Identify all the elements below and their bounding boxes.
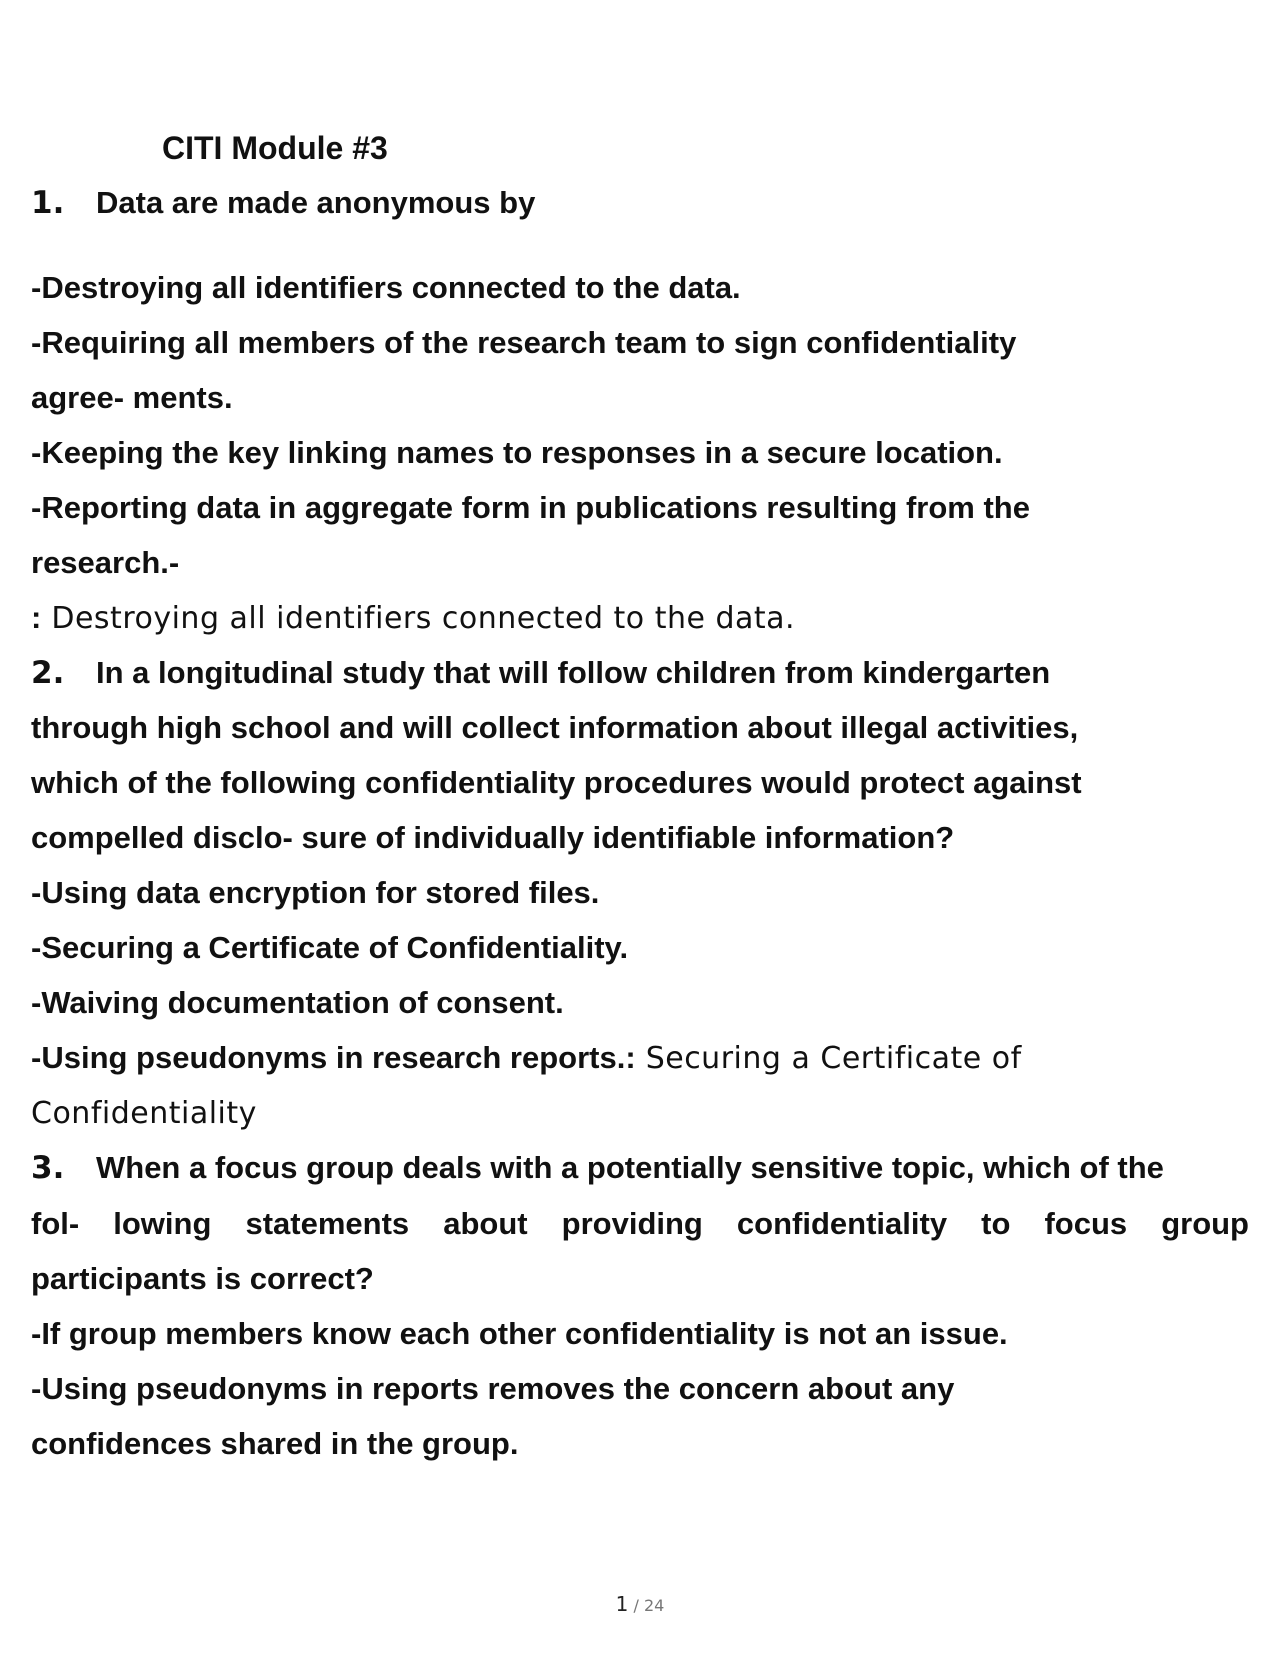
option-line: -Securing a Certificate of Confidentiality.	[31, 930, 629, 965]
question-text-line: through high school and will collect information about illegal activities,	[31, 710, 1079, 745]
option-line: -Waiving documentation of consent.	[31, 985, 564, 1020]
answer-text: Confidentiality	[31, 1096, 257, 1131]
document-title: CITI Module #3	[162, 130, 388, 166]
question-number: 1.	[31, 185, 65, 221]
answer-prefix: :	[31, 600, 42, 635]
question-text: When a focus group deals with a potentially sensitive topic, which of the	[96, 1150, 1164, 1185]
answer-text: Securing a Certificate of	[635, 1041, 1022, 1076]
option-line: -Requiring all members of the research team to sign confidentiality	[31, 325, 1017, 360]
answer-text: Destroying all identifiers connected to the data.	[41, 601, 796, 636]
option-line: research.-	[31, 545, 180, 580]
current-page-number: 1	[615, 1592, 629, 1616]
option-line: -If group members know each other confidentiality is not an issue.	[31, 1316, 1008, 1351]
question-number: 2.	[31, 655, 65, 691]
question-2	[31, 653, 1251, 693]
question-text-line: participants is correct?	[31, 1261, 374, 1296]
page-counter	[0, 1592, 1280, 1616]
option-line	[31, 1038, 1251, 1079]
option-line: confidences shared in the group.	[31, 1426, 519, 1461]
option-text: -Using pseudonyms in research reports.:	[31, 1040, 636, 1075]
question-text: In a longitudinal study that will follow children from kindergarten	[96, 655, 1051, 690]
question-1	[31, 183, 1251, 223]
option-line: -Using data encryption for stored files.	[31, 875, 600, 910]
answer-line	[31, 1093, 1251, 1134]
question-number: 3.	[31, 1150, 65, 1186]
option-line: agree- ments.	[31, 380, 233, 415]
option-line: -Keeping the key linking names to responses in a secure location.	[31, 435, 1003, 470]
question-text-line: compelled disclo- sure of individually identifiable information?	[31, 820, 955, 855]
question-text: Data are made anonymous by	[96, 185, 536, 220]
option-line: -Reporting data in aggregate form in publications resulting from the	[31, 490, 1030, 525]
question-3	[31, 1148, 1251, 1188]
total-pages: / 24	[633, 1596, 665, 1615]
question-text-line: fol- lowing statements about providing confidentiality to focus group	[31, 1206, 1249, 1241]
option-line: -Destroying all identifiers connected to the data.	[31, 270, 741, 305]
answer-line	[31, 598, 1251, 639]
option-line: -Using pseudonyms in reports removes the concern about any	[31, 1371, 955, 1406]
question-text-line: which of the following confidentiality procedures would protect against	[31, 765, 1082, 800]
